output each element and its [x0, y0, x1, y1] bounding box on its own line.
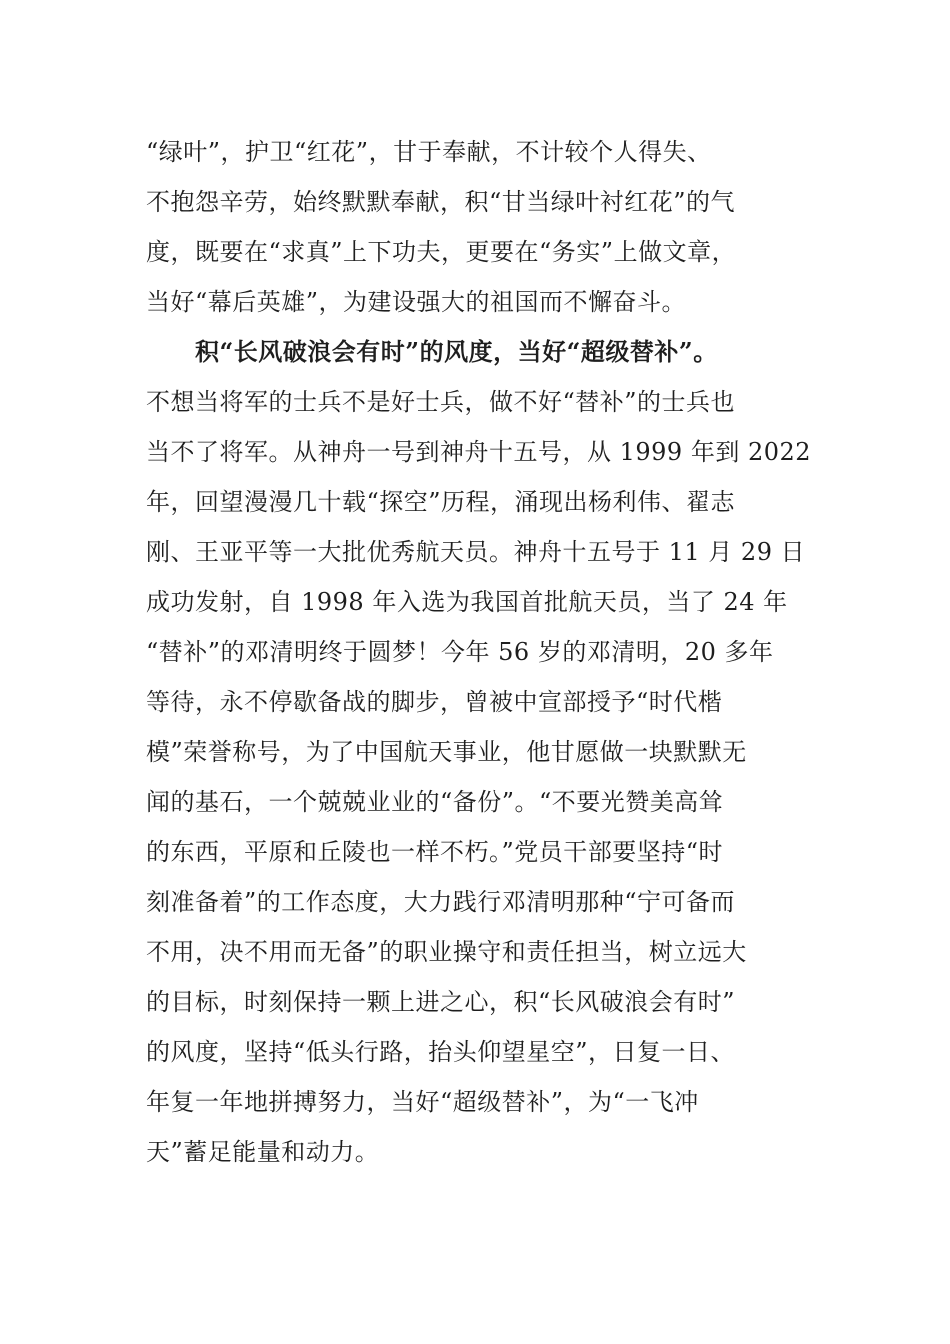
paragraph-2-line: 不用，决不用而无备”的职业操守和责任担当，树立远大 — [146, 938, 747, 966]
paragraph-2-line: 模”荣誉称号，为了中国航天事业，他甘愿做一块默默无 — [146, 738, 747, 766]
paragraph-1-line: 不抱怨辛劳，始终默默奉献，积“甘当绿叶衬红花”的气 — [146, 188, 736, 216]
section-heading: 积“长风破浪会有时”的风度，当好“超级替补”。 — [195, 337, 718, 366]
paragraph-2-line: 当不了将军。从神舟一号到神舟十五号，从 1999 年到 2022 — [146, 438, 812, 466]
paragraph-2-line: 不想当将军的士兵不是好士兵，做不好“替补”的士兵也 — [146, 388, 736, 416]
paragraph-2-line: 年复一年地拼搏努力，当好“超级替补”，为“一飞冲 — [146, 1088, 699, 1116]
paragraph-2-line: 的目标，时刻保持一颗上进之心，积“长风破浪会有时” — [146, 988, 736, 1016]
paragraph-2-line: 成功发射，自 1998 年入选为我国首批航天员，当了 24 年 — [146, 588, 788, 616]
paragraph-1-line: 当好“幕后英雄”，为建设强大的祖国而不懈奋斗。 — [146, 288, 687, 316]
paragraph-2-line: 的风度，坚持“低头行路，抬头仰望星空”，日复一日、 — [146, 1038, 736, 1066]
paragraph-2-line: 闻的基石，一个兢兢业业的“备份”。“不要光赞美高耸 — [146, 788, 724, 816]
paragraph-2-line: 刚、王亚平等一大批优秀航天员。神舟十五号于 11 月 29 日 — [146, 538, 806, 566]
paragraph-2-line: 等待，永不停歇备战的脚步，曾被中宣部授予“时代楷 — [146, 688, 723, 716]
paragraph-1-line: 度，既要在“求真”上下功夫，更要在“务实”上做文章， — [146, 238, 737, 266]
paragraph-2-line: 年，回望漫漫几十载“探空”历程，涌现出杨利伟、翟志 — [146, 488, 736, 516]
paragraph-2-line: 刻准备着”的工作态度，大力践行邓清明那种“宁可备而 — [146, 888, 736, 916]
paragraph-2-line: “替补”的邓清明终于圆梦！今年 56 岁的邓清明，20 多年 — [146, 638, 774, 666]
paragraph-1-line: “绿叶”，护卫“红花”，甘于奉献，不计较个人得失、 — [146, 138, 712, 166]
paragraph-2-line: 天”蓄足能量和动力。 — [146, 1138, 380, 1166]
paragraph-2-line: 的东西，平原和丘陵也一样不朽。”党员干部要坚持“时 — [146, 838, 724, 866]
